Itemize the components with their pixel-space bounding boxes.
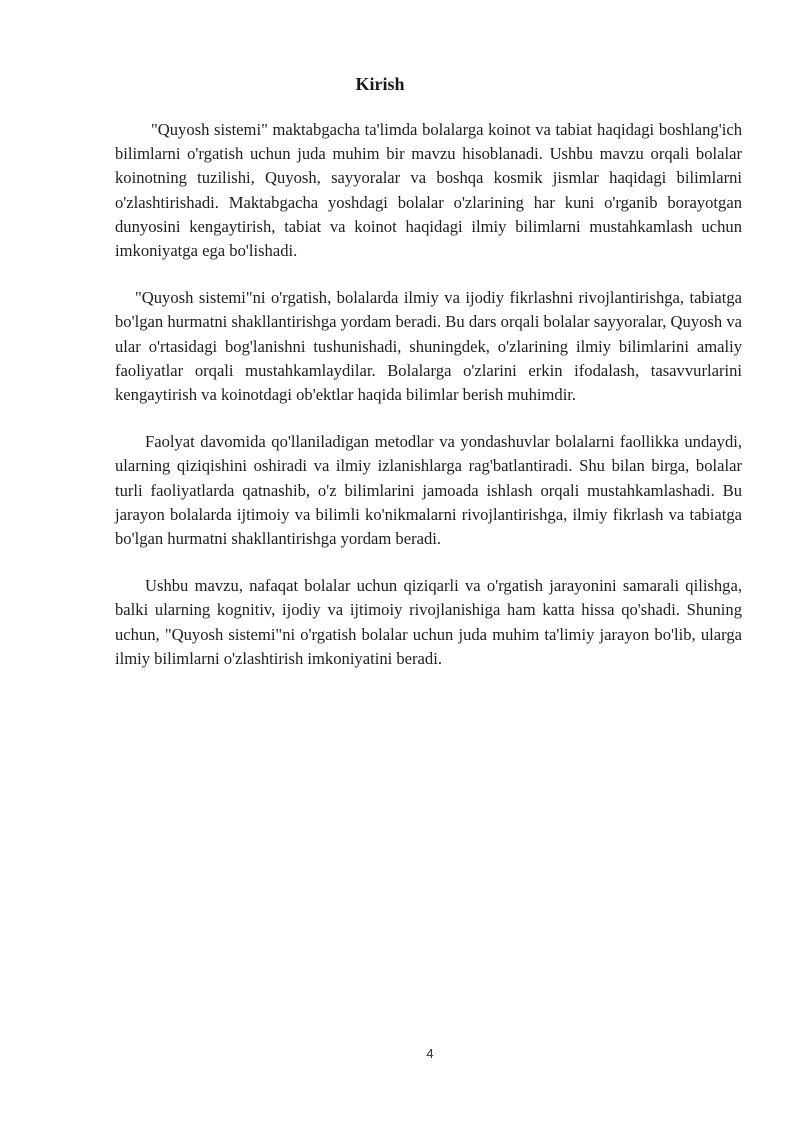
paragraph-1: "Quyosh sistemi" maktabgacha ta'limda bolalarga koinot va tabiat haqidagi boshlang'ich bilimlarni o'rgatish uchun juda muhim bir mavzu hisoblanadi. Ushbu mavzu orqali bolalar koinotning tuzilishi, Quyosh, sayyoralar va boshqa kosmik jismlar haqidagi bilimlarni o'zlashtirishadi. Maktabgacha yoshdagi bolalar o'zlarining har kuni o'rganib borayotgan dunyosini kengaytirish, tabiat va koinot haqidagi ilmiy bilimlarni mustahkamlash uchun imkoniyatga ega bo'lishadi. <box>115 120 742 261</box>
paragraph-4: Ushbu mavzu, nafaqat bolalar uchun qiziqarli va o'rgatish jarayonini samarali qilishga, balki ularning kognitiv, ijodiy va ijtimoiy rivojlanishiga ham katta hissa qo'shadi. Shuning uchun, "Quyosh sistemi"ni o'rgatish bolalar uchun juda muhim ta'limiy jarayon bo'lib, ularga ilmiy bilimlarni o'zlashtirish imkoniyatini beradi. <box>115 576 742 668</box>
section-title: Kirish <box>355 74 405 94</box>
paragraph-3: Faolyat davomida qo'llaniladigan metodlar va yondashuvlar bolalarni faollikka undaydi, ularning qiziqishini oshiradi va ilmiy izlanishlarga rag'batlantiradi. Shu bilan birga, bolalar turli faoliyatlarda qatnashib, o'z bilimlarini jamoada ishlash orqali mustahkamlashadi. Bu jarayon bolalarda ijtimoiy va bilimli ko'nikmalarni rivojlantirishga, ilmiy fikrlash va tabiatga bo'lgan hurmatni shakllantirishga yordam beradi. <box>115 432 742 549</box>
page-number: 4 <box>426 1046 434 1061</box>
paragraph-2: "Quyosh sistemi"ni o'rgatish, bolalarda ilmiy va ijodiy fikrlashni rivojlantirishga, tabiatga bo'lgan hurmatni shakllantirishga yordam beradi. Bu dars orqali bolalar sayyoralar, Quyosh va ular o'rtasidagi bog'lanishni tushunishadi, shuningdek, o'zlarining ilmiy bilimlarini amaliy faoliyatlar orqali mustahkamlaydilar. Bolalarga o'zlarini erkin ifodalash, tasavvurlarini kengaytirish va koinotdagi ob'ektlar haqida bilimlar berish muhimdir. <box>115 288 742 405</box>
body-text <box>115 118 742 694</box>
